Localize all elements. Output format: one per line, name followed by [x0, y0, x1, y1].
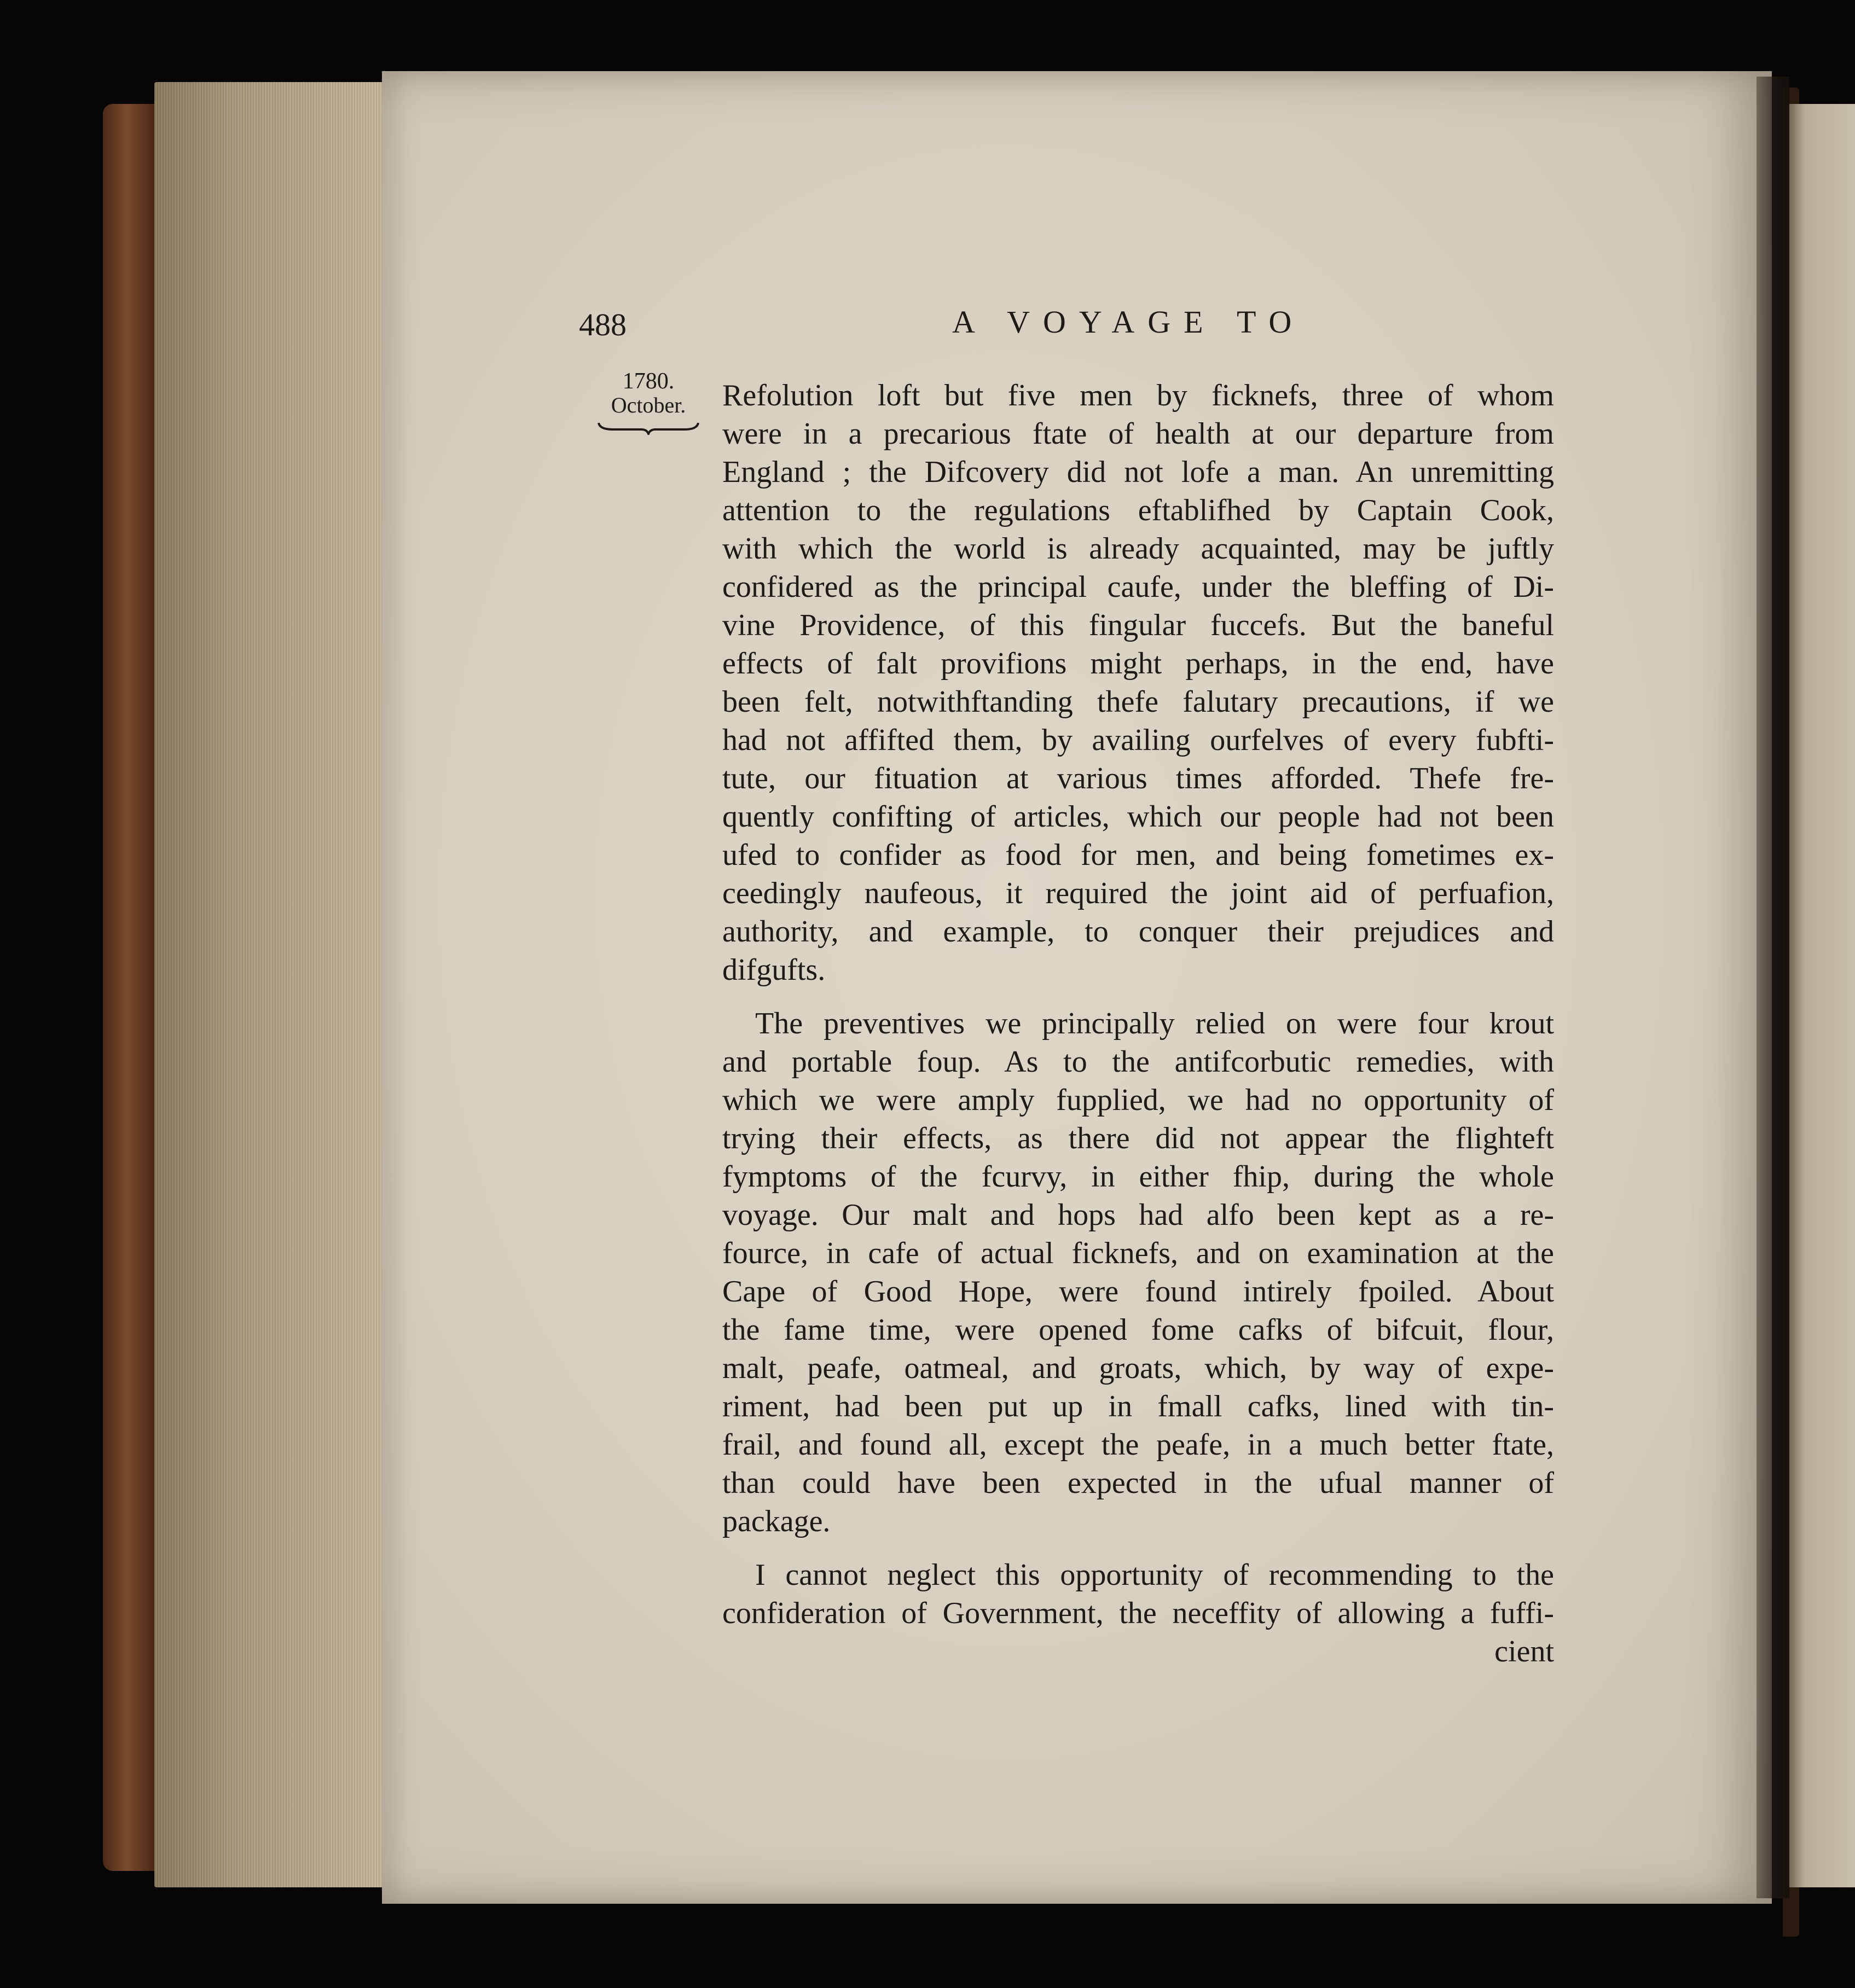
margin-note: [594, 369, 703, 435]
text-line: riment, had been put up in fmall cafks, lined with tin-: [722, 1390, 1554, 1423]
text-line: were in a precarious ftate of health at our departure from: [722, 417, 1554, 451]
text-line: fymptoms of the fcurvy, in either fhip, during the whole: [722, 1160, 1554, 1194]
text-line: trying their effects, as there did not appear the flighteft: [722, 1121, 1554, 1155]
text-line: vine Providence, of this fingular fuccefs. But the baneful: [722, 608, 1554, 642]
text-line: tute, our fituation at various times afforded. Thefe fre-: [722, 762, 1554, 795]
text-line: been felt, notwithftanding thefe falutary precautions, if we: [722, 685, 1554, 719]
margin-note-year: 1780.: [622, 369, 675, 394]
text-line: I cannot neglect this opportunity of recommending to the: [755, 1558, 1554, 1592]
page-number: 488: [579, 307, 627, 342]
text-line: ceedingly naufeous, it required the joint aid of perfuafion,: [722, 876, 1554, 910]
page-edges: [154, 82, 384, 1887]
text-line: Refolution loft but five men by ficknefs, three of whom: [722, 379, 1554, 412]
text-line: effects of falt provifions might perhaps, in the end, have: [722, 647, 1554, 681]
text-line: ufed to confider as food for men, and being fometimes ex-: [722, 838, 1554, 872]
text-line: Cape of Good Hope, were found intirely fpoiled. About: [722, 1275, 1554, 1309]
catchword: cient: [1494, 1635, 1554, 1669]
text-line: attention to the regulations eftablifhed by Captain Cook,: [722, 493, 1554, 527]
margin-note-month: October.: [611, 393, 686, 417]
text-line: had not affifted them, by availing ourfelves of every fubfti-: [722, 723, 1554, 757]
text-line: The preventives we principally relied on were four krout: [755, 1007, 1554, 1040]
text-line: which we were amply fupplied, we had no opportunity of: [722, 1083, 1554, 1117]
text-line: voyage. Our malt and hops had alfo been kept as a re-: [722, 1198, 1554, 1232]
text-line: and portable foup. As to the antifcorbutic remedies, with: [722, 1045, 1554, 1079]
text-line: fource, in cafe of actual ficknefs, and on examination at the: [722, 1236, 1554, 1270]
brace-icon: [596, 421, 700, 435]
text-line: England ; the Difcovery did not lofe a man. An unremitting: [722, 455, 1554, 489]
text-line: package.: [722, 1504, 831, 1538]
text-line: with which the world is already acquainted, may be juftly: [722, 532, 1554, 566]
facing-page: [1788, 104, 1855, 1887]
text-line: authority, and example, to conquer their prejudices and: [722, 915, 1554, 949]
text-line: frail, and found all, except the peafe, in a much better ftate,: [722, 1428, 1554, 1462]
text-line: the fame time, were opened fome cafks of bifcuit, flour,: [722, 1313, 1554, 1347]
running-head: A VOYAGE TO: [952, 304, 1305, 340]
gutter-shadow: [1757, 77, 1789, 1898]
text-line: confidered as the principal caufe, under the bleffing of Di-: [722, 570, 1554, 604]
text-line: malt, peafe, oatmeal, and groats, which, by way of expe-: [722, 1351, 1554, 1385]
text-line: than could have been expected in the ufual manner of: [722, 1466, 1554, 1500]
text-line: quently confifting of articles, which our people had not been: [722, 800, 1554, 834]
text-line: confideration of Government, the neceffity of allowing a fuffi-: [722, 1596, 1554, 1630]
text-line: difgufts.: [722, 953, 826, 987]
